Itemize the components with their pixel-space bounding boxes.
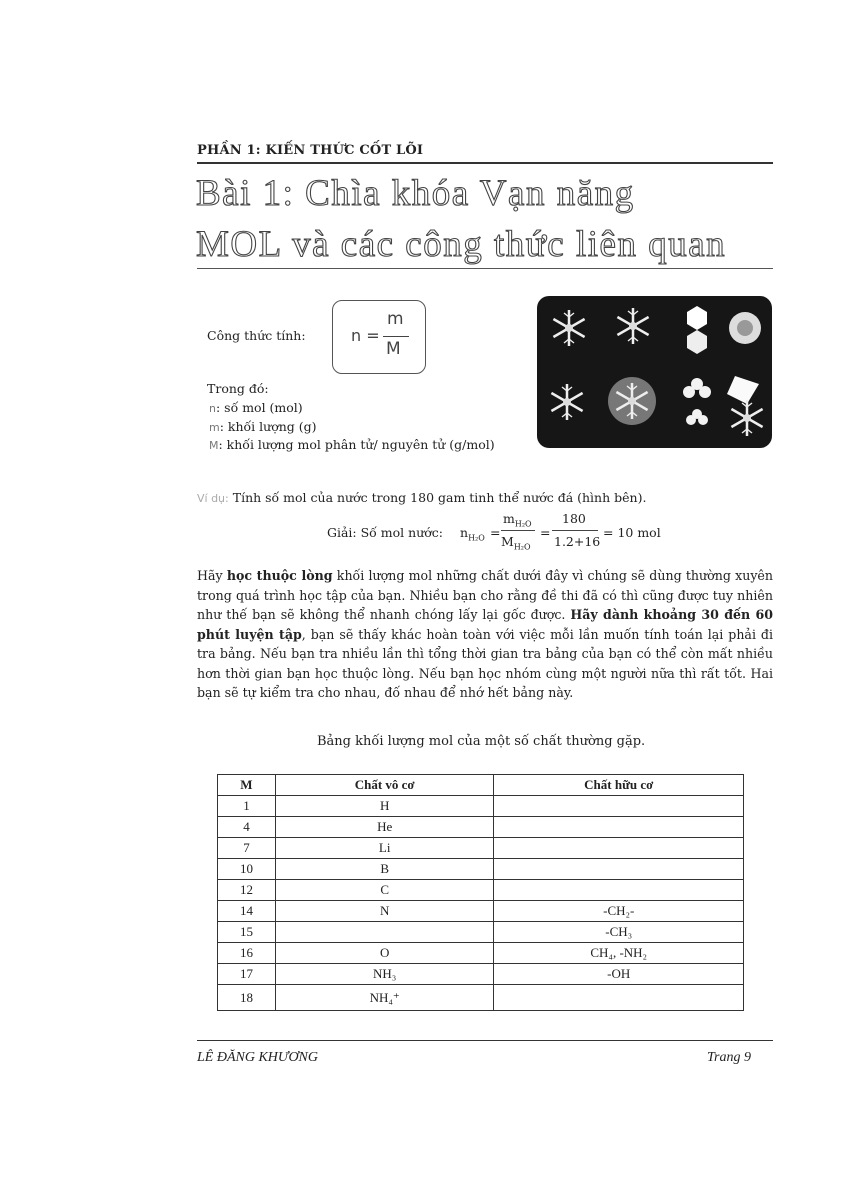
table-row	[218, 943, 744, 964]
cell-organic: -OH	[494, 964, 744, 985]
fraction-bar-2	[552, 530, 598, 531]
cell-organic: -CH₂-	[494, 901, 744, 922]
table-header-row	[218, 775, 744, 796]
footer-rule	[197, 1040, 773, 1041]
cell-organic	[494, 796, 744, 817]
formula-lhs: n =	[351, 326, 380, 345]
cell-inorganic: N	[275, 901, 494, 922]
header-inorganic: Chất vô cơ	[275, 775, 494, 796]
table-caption: Bảng khối lượng mol của một số chất thường gặp.	[317, 734, 646, 749]
table-row	[218, 964, 744, 985]
cell-organic	[494, 859, 744, 880]
solution-equation	[460, 507, 700, 557]
cell-organic	[494, 838, 744, 859]
example-line	[197, 490, 646, 505]
snowflake-photo	[537, 296, 772, 448]
cell-m: 17	[218, 964, 276, 985]
formula-denominator: M	[386, 339, 401, 359]
cell-inorganic: H	[275, 796, 494, 817]
molar-mass-table	[217, 774, 744, 1011]
cell-inorganic: NH₄⁺	[275, 985, 494, 1011]
molar-mass-variable: $M_{H_2O}$	[501, 534, 531, 552]
value-denominator: 1.2+16	[554, 534, 601, 549]
n-variable: $n_{H_2O}$	[460, 525, 485, 543]
section-heading: PHẦN 1: KIẾN THỨC CỐT LÕI	[197, 143, 424, 158]
definitions-list	[209, 399, 495, 455]
cell-inorganic: C	[275, 880, 494, 901]
cell-m: 16	[218, 943, 276, 964]
cell-organic	[494, 817, 744, 838]
footer-page-number: Trang 9	[707, 1050, 751, 1065]
section-rule	[197, 162, 773, 164]
cell-organic: -CH₃	[494, 922, 744, 943]
table-row	[218, 985, 744, 1011]
cell-organic	[494, 880, 744, 901]
cell-organic	[494, 985, 744, 1011]
cell-inorganic: NH₃	[275, 964, 494, 985]
table-row	[218, 880, 744, 901]
mass-variable: $m_{H_2O}$	[503, 511, 532, 529]
example-prefix: Ví dụ:	[197, 492, 229, 505]
formula-label: Công thức tính:	[207, 328, 306, 343]
table-row	[218, 838, 744, 859]
title-rule	[197, 268, 773, 269]
instruction-paragraph: Hãy học thuộc lòng khối lượng mol những chất dưới đây vì chúng sẽ dùng thường xuyên trong quá trình học tập của bạn. Nhiều bạn cho rằng đề thi đã có thì cũng được tuy nhiên như thế bạn sẽ không thể nhanh chóng lấy lại gốc được. Hãy dành khoảng 30 đến 60 phút luyện tập, bạn sẽ thấy khác hoàn toàn với việc mỗi lần muốn tính toán lại phải đi tra bảng. Nếu bạn tra nhiều lần thì tổng thời gian tra bảng của bạn có thể còn mất nhiều hơn thời gian bạn học thuộc lòng. Nếu bạn học nhóm cùng một người nữa thì rất tốt. Hai bạn sẽ tự kiểm tra cho nhau, đố nhau để nhớ hết bảng này.	[197, 568, 773, 700]
footer-author: LÊ ĐĂNG KHƯƠNG	[197, 1050, 319, 1065]
cell-m: 18	[218, 985, 276, 1011]
cell-inorganic: He	[275, 817, 494, 838]
cell-inorganic: Li	[275, 838, 494, 859]
lesson-title-line2: MOL và các công thức liên quan	[196, 224, 727, 265]
cell-m: 4	[218, 817, 276, 838]
table-row	[218, 817, 744, 838]
cell-m: 15	[218, 922, 276, 943]
formula-box	[332, 300, 426, 374]
lesson-title-line1: Bài 1: Chìa khóa Vạn năng	[196, 173, 635, 214]
cell-inorganic	[275, 922, 494, 943]
equals-sign: =	[490, 525, 501, 540]
cell-m: 12	[218, 880, 276, 901]
cell-organic: CH₄, -NH₂	[494, 943, 744, 964]
value-numerator: 180	[562, 511, 586, 526]
definitions-heading: Trong đó:	[207, 381, 269, 396]
example-text: Tính số mol của nước trong 180 gam tinh thể nước đá (hình bên).	[232, 490, 647, 505]
cell-inorganic: B	[275, 859, 494, 880]
cell-m: 7	[218, 838, 276, 859]
cell-m: 1	[218, 796, 276, 817]
table-row	[218, 901, 744, 922]
definition-item: n: số mol (mol)	[209, 400, 303, 415]
result-value: = 10 mol	[603, 525, 661, 540]
table-row	[218, 796, 744, 817]
header-organic: Chất hữu cơ	[494, 775, 744, 796]
header-m: M	[218, 775, 276, 796]
table-row	[218, 859, 744, 880]
cell-m: 10	[218, 859, 276, 880]
fraction-bar-1	[501, 530, 535, 531]
formula-numerator: m	[387, 309, 404, 329]
cell-inorganic: O	[275, 943, 494, 964]
equals-sign-2: =	[540, 525, 551, 540]
definition-item: M: khối lượng mol phân tử/ nguyên tử (g/mol)	[209, 437, 495, 452]
table-row	[218, 922, 744, 943]
solution-label: Giải: Số mol nước:	[327, 525, 443, 540]
definition-item: m: khối lượng (g)	[209, 418, 317, 434]
snowflake-image	[537, 296, 772, 448]
formula-fraction-bar	[383, 336, 409, 337]
cell-m: 14	[218, 901, 276, 922]
